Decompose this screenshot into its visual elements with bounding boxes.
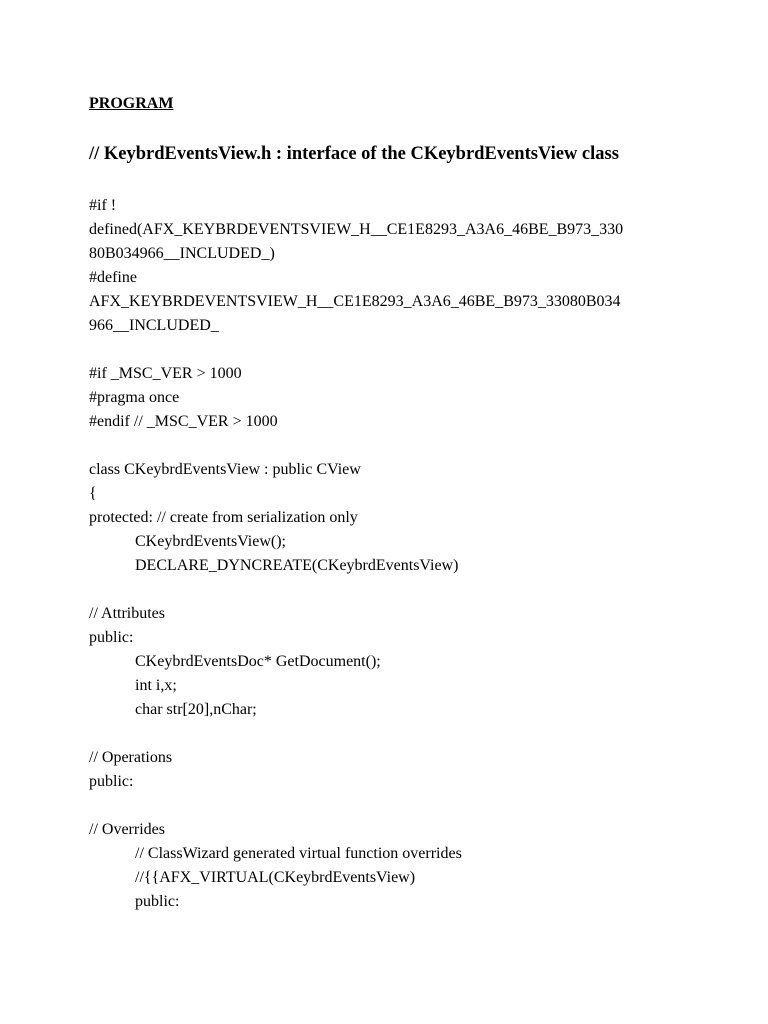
code-line: #pragma once xyxy=(89,389,180,406)
document-subtitle: // KeybrdEventsView.h : interface of the CKeybrdEventsView class xyxy=(89,144,619,164)
code-line: // Overrides xyxy=(89,821,165,838)
code-line: // ClassWizard generated virtual function overrides xyxy=(135,845,462,862)
code-line: #define xyxy=(89,269,137,286)
code-line: // Operations xyxy=(89,749,173,766)
code-line: AFX_KEYBRDEVENTSVIEW_H__CE1E8293_A3A6_46BE_B973_33080B034 xyxy=(89,293,621,310)
code-line: public: xyxy=(89,629,134,646)
code-line: DECLARE_DYNCREATE(CKeybrdEventsView) xyxy=(135,557,459,574)
code-line: defined(AFX_KEYBRDEVENTSVIEW_H__CE1E8293_A3A6_46BE_B973_330 xyxy=(89,221,624,238)
code-line: public: xyxy=(89,773,134,790)
code-line: 80B034966__INCLUDED_) xyxy=(89,245,275,262)
code-line: //{{AFX_VIRTUAL(CKeybrdEventsView) xyxy=(135,869,416,886)
code-line: public: xyxy=(135,893,180,910)
document-heading: PROGRAM xyxy=(89,95,174,112)
code-line: char str[20],nChar; xyxy=(135,701,257,718)
code-line: CKeybrdEventsDoc* GetDocument(); xyxy=(135,653,381,670)
code-line: int i,x; xyxy=(135,677,177,694)
code-line: 966__INCLUDED_ xyxy=(89,317,219,334)
code-line: #if _MSC_VER > 1000 xyxy=(89,365,242,382)
code-line: // Attributes xyxy=(89,605,165,622)
code-line: protected: // create from serialization only xyxy=(89,509,358,526)
code-line: { xyxy=(89,485,97,502)
code-line: class CKeybrdEventsView : public CView xyxy=(89,461,361,478)
code-line: #endif // _MSC_VER > 1000 xyxy=(89,413,278,430)
code-line: CKeybrdEventsView(); xyxy=(135,533,286,550)
code-line: #if ! xyxy=(89,197,117,214)
